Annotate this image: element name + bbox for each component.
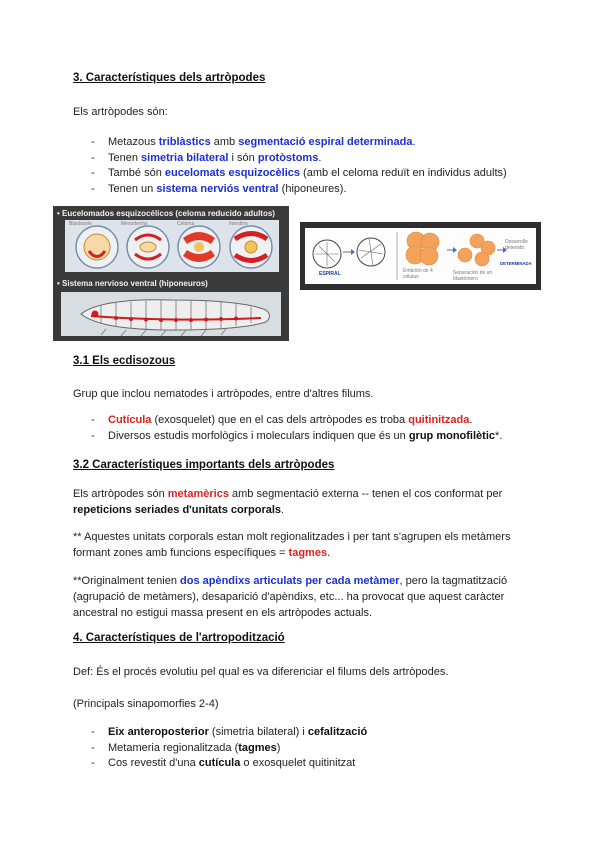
section-31-text: Grup que inclou nematodes i artròpodes, entre d'altres filums. bbox=[73, 388, 374, 400]
label-determinada: DETERMINADA bbox=[500, 261, 532, 266]
figure-segmentacion bbox=[300, 222, 541, 290]
label-embrion: Embrión de 4 células bbox=[403, 268, 433, 280]
text: Diversos estudis morfològics i moleculars indiquen que és un bbox=[108, 429, 409, 442]
embryo-diagram bbox=[65, 220, 279, 272]
section-4-list bbox=[91, 725, 367, 772]
text: Metameria regionalitzada ( bbox=[108, 741, 239, 754]
label-desarrollo: Desarrollo detenido bbox=[505, 239, 528, 251]
section-4-title: 4. Característiques de l'artropodització bbox=[73, 632, 285, 644]
section-4-definition: Def: És el procés evolutiu pel qual es va diferenciar el filums dels artròpodes. bbox=[73, 666, 449, 678]
text: Metazous bbox=[108, 136, 159, 148]
list-item bbox=[91, 429, 502, 445]
keyword: Cutícula bbox=[108, 414, 152, 426]
keyword: sistema nerviós ventral bbox=[156, 182, 279, 195]
text: amb segmentació externa -- tenen el cos conformat per bbox=[228, 488, 503, 500]
text: . bbox=[469, 414, 473, 426]
label-separacion: Separación de un blastómero bbox=[453, 270, 493, 282]
text: ancestral no estigui massa present en els artròpodes actuals. bbox=[73, 607, 372, 619]
text: (agrupació de metàmers), desaparició d'apèndixs, etc... ha provocat que aquest caràcter bbox=[73, 591, 505, 603]
text: . bbox=[318, 151, 322, 164]
text: (exosquelet) que en el cas dels artròpodes es troba bbox=[151, 414, 409, 426]
text: **Originalment tenien bbox=[73, 575, 181, 587]
keyword: metamèrics bbox=[167, 488, 229, 500]
arthropod-nervous-system bbox=[61, 292, 281, 336]
text: ) bbox=[276, 741, 281, 754]
text: . bbox=[327, 547, 331, 559]
arthropod-svg bbox=[61, 292, 281, 336]
text: formant zones amb funcions específiques = bbox=[73, 547, 289, 559]
list-item bbox=[91, 756, 367, 772]
list-item bbox=[91, 135, 507, 151]
section-3-list bbox=[91, 135, 507, 197]
text: (amb el celoma reduït en individus adults) bbox=[300, 167, 507, 179]
text: amb bbox=[210, 136, 239, 148]
text: . bbox=[281, 504, 285, 516]
figure-caption-bottom: • Sistema nervioso ventral (hiponeuros) bbox=[57, 279, 208, 288]
list-item bbox=[91, 725, 367, 741]
label-espiral: ESPIRAL bbox=[319, 271, 341, 277]
text: , pero la tagmatització bbox=[399, 575, 508, 587]
list-item bbox=[91, 166, 507, 182]
segmentation-diagram bbox=[305, 228, 536, 284]
text: Els artròpodes són bbox=[73, 488, 168, 500]
section-3-intro: Els artròpodes són: bbox=[73, 106, 168, 118]
list-item bbox=[91, 151, 507, 167]
section-32-title: 3.2 Característiques importants dels artròpodes bbox=[73, 459, 335, 471]
label-mesodermo: Mesodermo bbox=[121, 221, 148, 227]
section-31-title: 3.1 Els ecdisozous bbox=[73, 355, 176, 367]
label-blastocele: Blastocele bbox=[69, 221, 93, 227]
text: També són bbox=[108, 167, 165, 179]
label-celoma: Celoma bbox=[177, 221, 195, 227]
section-3-title: 3. Característiques dels artròpodes bbox=[73, 72, 266, 84]
list-item bbox=[91, 413, 502, 429]
section-32-p2 bbox=[73, 529, 510, 561]
section-4-note: (Principals sinapomorfies 2-4) bbox=[73, 698, 219, 710]
figure-caption-top: • Eucelomados esquizocélicos (celoma reducido adultos) bbox=[57, 209, 275, 218]
text: Tenen bbox=[108, 151, 142, 164]
text: (hiponeures). bbox=[278, 182, 347, 195]
keyword: segmentació espiral determinada bbox=[238, 136, 413, 148]
keyword: protòstoms bbox=[257, 151, 319, 164]
keyword: cefalització bbox=[307, 726, 368, 738]
text: (simetria bilateral) i bbox=[208, 726, 308, 738]
keyword: grup monofilètic bbox=[408, 429, 495, 442]
keyword: quitinitzada bbox=[408, 414, 470, 426]
section-32-p1 bbox=[73, 486, 502, 518]
text: o exosquelet quitinitzat bbox=[240, 757, 356, 769]
keyword: Eix anteroposterior bbox=[108, 726, 209, 738]
text: i són bbox=[228, 151, 258, 164]
keyword: simetria bilateral bbox=[141, 151, 229, 164]
keyword: tagmes bbox=[288, 547, 328, 559]
figure-eucelomados bbox=[53, 206, 289, 341]
keyword: repeticions seriades d'unitats corporals bbox=[73, 504, 282, 516]
keyword: cutícula bbox=[198, 757, 241, 769]
label-intestino: Intestino bbox=[229, 221, 248, 227]
list-item bbox=[91, 741, 367, 757]
text: ** Aquestes unitats corporals estan molt regionalitzades i per tant s'agrupen els metàmers bbox=[73, 531, 511, 543]
embryo-stages-svg bbox=[65, 220, 279, 272]
list-item bbox=[91, 182, 507, 198]
keyword: eucelomats esquizocèlics bbox=[164, 167, 300, 179]
text: . bbox=[412, 136, 416, 148]
keyword: tagmes bbox=[238, 741, 277, 754]
keyword: dos apèndixs articulats per cada metàmer bbox=[180, 575, 400, 587]
text: Cos revestit d'una bbox=[108, 757, 199, 769]
section-31-list bbox=[91, 413, 502, 444]
text: *. bbox=[495, 429, 503, 442]
text: Tenen un bbox=[108, 182, 157, 195]
section-32-p3 bbox=[73, 573, 507, 621]
keyword: triblàstics bbox=[158, 136, 211, 148]
